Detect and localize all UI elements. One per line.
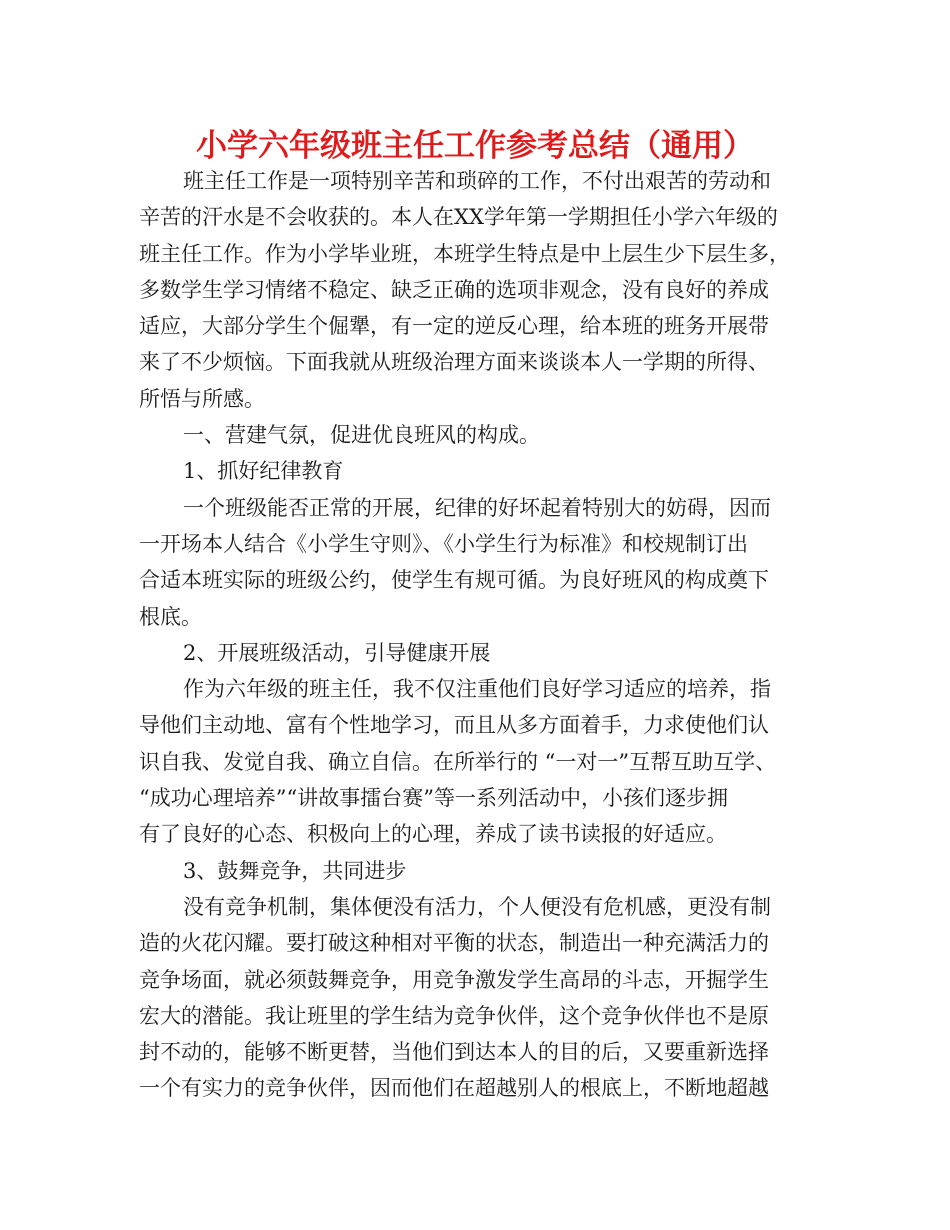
text-line: 宏大的潜能。我让班里的学生结为竞争伙伴，这个竞争伙伴也不是原 — [139, 1003, 769, 1028]
text-line: “成功心理培养”“讲故事擂台赛”等一系列活动中，小孩们逐步拥 — [139, 786, 728, 811]
text-line: 有了良好的心态、积极向上的心理，养成了读书读报的好适应。 — [139, 822, 727, 847]
text-line: 辛苦的汗水是不会收获的。本人在XX学年第一学期担任小学六年级的 — [139, 205, 778, 230]
text-line: 班主任工作。作为小学毕业班，本班学生特点是中上层生少下层生多， — [139, 241, 790, 266]
text-line: 一个班级能否正常的开展，纪律的好坏起着特别大的妨碍，因而 — [183, 495, 771, 520]
text-line: 造的火花闪耀。要打破这种相对平衡的状态，制造出一种充满活力的 — [139, 931, 769, 956]
text-line: 所悟与所感。 — [139, 386, 265, 411]
section-heading: 一、营建气氛，促进优良班风的构成。 — [183, 423, 540, 448]
text-line: 竞争场面，就必须鼓舞竞争，用竞争激发学生高昂的斗志，开掘学生 — [139, 967, 769, 992]
text-line: 一个有实力的竞争伙伴，因而他们在超越别人的根底上，不断地超越 — [139, 1076, 769, 1101]
document-title: 小学六年级班主任工作参考总结（通用） — [196, 128, 754, 164]
text-line: 封不动的，能够不断更替，当他们到达本人的目的后，又要重新选择 — [139, 1040, 769, 1065]
text-line: 多数学生学习情绪不稳定、缺乏正确的选项非观念，没有良好的养成 — [139, 277, 769, 302]
text-line: 班主任工作是一项特别辛苦和琐碎的工作，不付出艰苦的劳动和 — [183, 169, 771, 193]
subsection-heading: 3、鼓舞竞争，共同进步 — [183, 858, 407, 883]
text-line: 来了不少烦恼。下面我就从班级治理方面来谈谈本人一学期的所得、 — [139, 350, 769, 375]
text-line: 一开场本人结合《小学生守则》、《小学生行为标准》和校规制订出 — [139, 531, 748, 556]
text-line: 导他们主动地、富有个性地学习，而且从多方面着手，力求使他们认 — [139, 713, 769, 738]
subsection-heading: 1、抓好纪律教育 — [183, 459, 344, 484]
subsection-heading: 2、开展班级活动，引导健康开展 — [183, 640, 491, 665]
text-line: 没有竞争机制，集体便没有活力，个人便没有危机感，更没有制 — [183, 894, 771, 919]
text-line: 合适本班实际的班级公约，使学生有规可循。为良好班风的构成奠下 — [139, 568, 769, 593]
document-body — [139, 163, 829, 1107]
text-line: 作为六年级的班主任，我不仅注重他们良好学习适应的培养，指 — [183, 677, 771, 702]
text-line: 识自我、发觉自我、确立自信。在所举行的 “一对一”互帮互助互学、 — [139, 749, 777, 774]
text-line: 根底。 — [139, 604, 202, 629]
text-line: 适应，大部分学生个倔犟，有一定的逆反心理，给本班的班务开展带 — [139, 314, 769, 339]
